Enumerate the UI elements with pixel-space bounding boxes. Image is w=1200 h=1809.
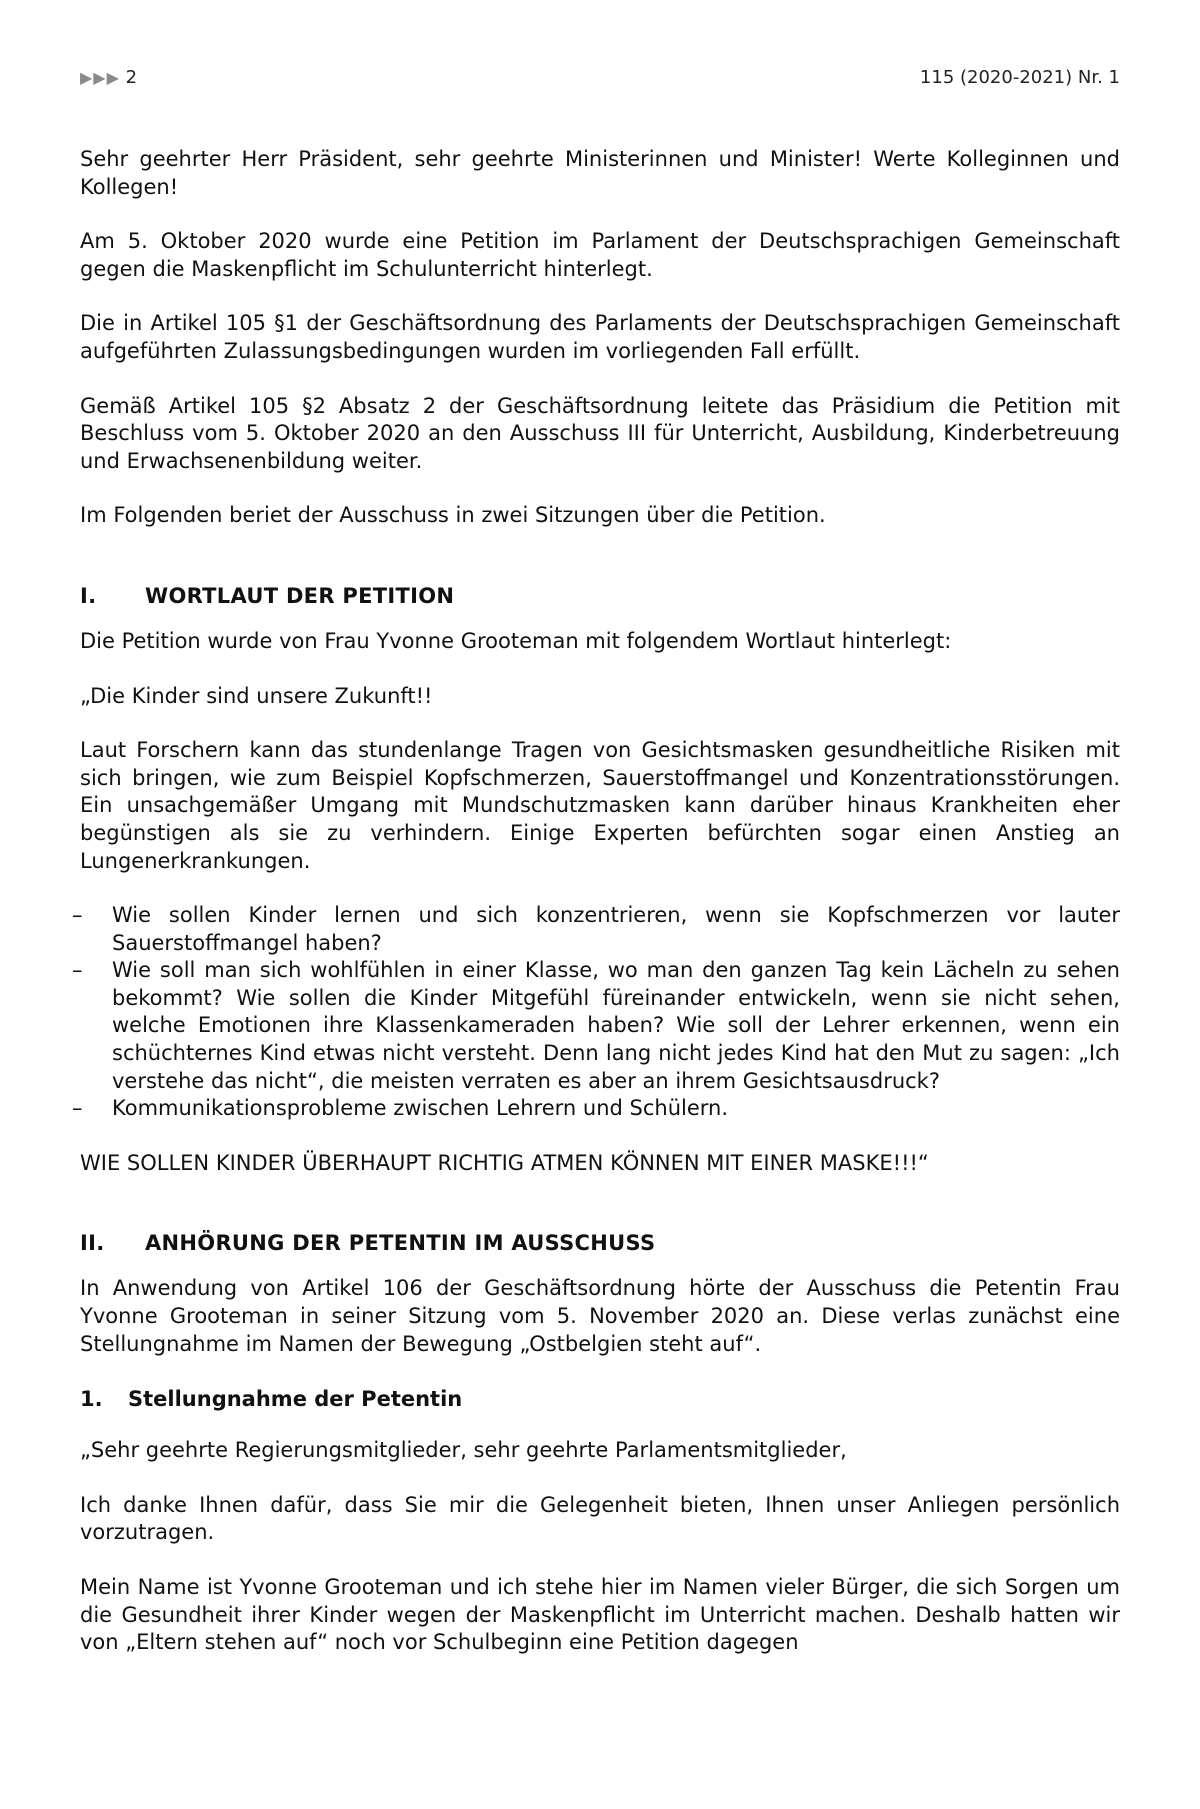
list-item-text: Wie sollen Kinder lernen und sich konzentrieren, wenn sie Kopfschmerzen vor lauter Sauerstoffmangel haben?	[112, 903, 1120, 955]
dash-bullet: –	[72, 958, 83, 983]
petition-quote-title: „Die Kinder sind unsere Zukunft!!	[80, 683, 433, 708]
salutation: Sehr geehrter Herr Präsident, sehr geehrte Ministerinnen und Minister! Werte Kolleginnen und Kollegen!	[80, 147, 1120, 199]
page-header	[80, 65, 1120, 91]
hearing-intro: In Anwendung von Artikel 106 der Geschäftsordnung hörte der Ausschuss die Petentin Frau Yvonne Grooteman in seiner Sitzung vom 5. November 2020 an. Diese verlas zunächst eine Stellungnahme im Namen der Bewegung „Ostbelgien steht auf“.	[80, 1276, 1120, 1356]
section-heading-1	[80, 582, 1120, 610]
section-title: WORTLAUT DER PETITION	[145, 583, 455, 608]
nav-arrows-icon: ▶▶▶	[80, 68, 120, 87]
petition-intro: Die Petition wurde von Frau Yvonne Grooteman mit folgendem Wortlaut hinterlegt:	[80, 628, 952, 653]
page-number: 2	[125, 67, 138, 88]
statement-paragraph: Ich danke Ihnen dafür, dass Sie mir die Gelegenheit bieten, Ihnen unser Anliegen persönlich vorzutragen.	[80, 1492, 1120, 1545]
petition-paragraph: Laut Forschern kann das stundenlange Tragen von Gesichtsmasken gesundheitliche Risiken mit sich bringen, wie zum Beispiel Kopfschmerzen, Sauerstoffmangel und Konzentrationsstörungen. Ein unsachgemäßer Umgang mit Mundschutzmasken kann darüber hinaus Krankheiten eher begünstigen als sie zu verhindern. Einige Experten befürchten sogar einen Anstieg an Lungenerkrankungen.	[80, 738, 1120, 873]
list-item-text: Wie soll man sich wohlfühlen in einer Klasse, wo man den ganzen Tag kein Lächeln zu sehen bekommt? Wie sollen die Kinder Mitgefühl füreinander entwickeln, wenn sie nicht sehen, welche Emotionen ihre Klassenkameraden haben? Wie soll der Lehrer erkennen, wenn ein schüchternes Kind etwas nicht versteht. Denn lang nicht jedes Kind hat den Mut zu sagen: „Ich verstehe das nicht“, die meisten verraten es aber an ihrem Gesichtsausdruck?	[112, 958, 1120, 1093]
subsection-number: 1.	[80, 1387, 103, 1412]
intro-paragraph: Am 5. Oktober 2020 wurde eine Petition im Parlament der Deutschsprachigen Gemeinschaft gegen die Maskenpflicht im Schulunterricht hinterlegt.	[80, 229, 1120, 281]
document-reference: 115 (2020-2021) Nr. 1	[919, 67, 1120, 88]
intro-paragraph: Gemäß Artikel 105 §2 Absatz 2 der Geschäftsordnung leitete das Präsidium die Petition mit Beschluss vom 5. Oktober 2020 an den Ausschuss III für Unterricht, Ausbildung, Kinderbetreuung und Erwachsenenbildung weiter.	[80, 393, 1120, 473]
header-left	[80, 65, 137, 91]
intro-paragraph: Die in Artikel 105 §1 der Geschäftsordnung des Parlaments der Deutschsprachigen Gemeinschaft aufgeführten Zulassungsbedingungen wurden im vorliegenden Fall erfüllt.	[80, 311, 1120, 363]
section-number: I.	[80, 583, 97, 608]
section-number: II.	[80, 1231, 105, 1256]
statement-paragraph: „Sehr geehrte Regierungsmitglieder, sehr geehrte Parlamentsmitglieder,	[80, 1438, 847, 1463]
document-page	[72, 0, 1120, 1809]
document-body	[72, 146, 1120, 1684]
petition-closing: WIE SOLLEN KINDER ÜBERHAUPT RICHTIG ATMEN KÖNNEN MIT EINER MASKE!!!“	[80, 1150, 929, 1175]
intro-paragraph: Im Folgenden beriet der Ausschuss in zwei Sitzungen über die Petition.	[80, 503, 826, 528]
petition-bullet-list	[72, 902, 1120, 1123]
subsection-heading	[80, 1385, 1120, 1413]
dash-bullet: –	[72, 1096, 83, 1121]
list-item-text: Kommunikationsprobleme zwischen Lehrern und Schülern.	[112, 1096, 729, 1121]
list-item	[72, 1095, 1120, 1123]
list-item	[72, 902, 1120, 957]
dash-bullet: –	[72, 903, 83, 928]
statement-paragraph: Mein Name ist Yvonne Grooteman und ich stehe hier im Namen vieler Bürger, die sich Sorgen um die Gesundheit ihrer Kinder wegen der Maskenpflicht im Unterricht machen. Deshalb hatten wir von „Eltern stehen auf“ noch vor Schulbeginn eine Petition dagegen	[80, 1575, 1120, 1655]
subsection-title: Stellungnahme der Petentin	[128, 1387, 463, 1412]
list-item	[72, 957, 1120, 1095]
section-heading-2	[80, 1229, 1120, 1257]
section-title: ANHÖRUNG DER PETENTIN IM AUSSCHUSS	[145, 1231, 656, 1256]
